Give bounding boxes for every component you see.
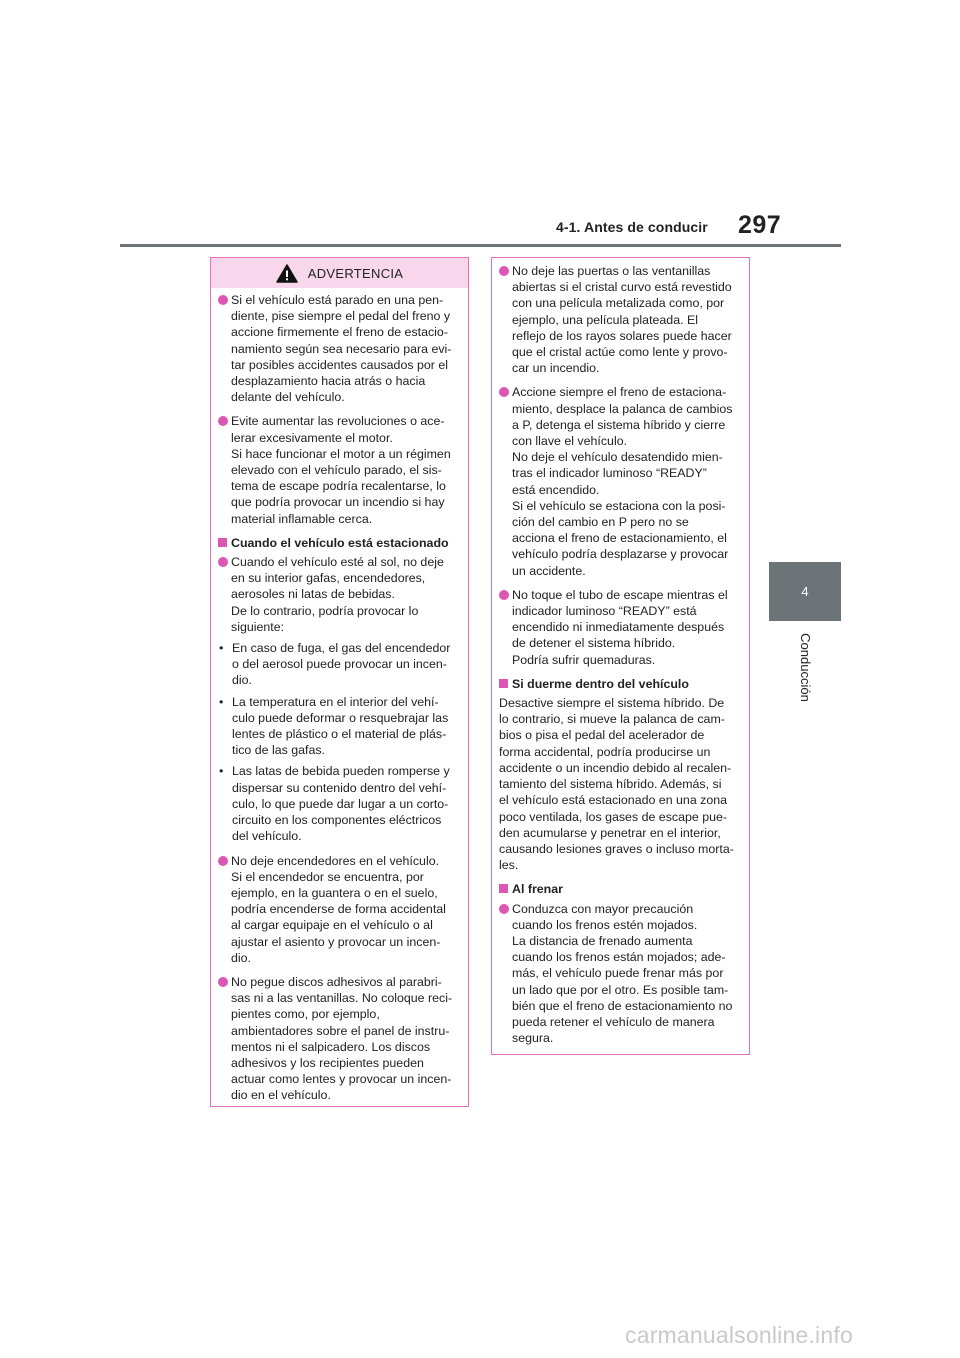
text-line: No toque el tubo de escape mientras el xyxy=(512,587,728,602)
text-line: tico de las gafas. xyxy=(232,743,325,758)
text-line: acciona el freno de estacionamiento, el xyxy=(512,531,727,546)
heading-square-icon xyxy=(499,884,508,893)
text-line: ajustar el asiento y provocar un incen- xyxy=(231,934,441,949)
text-line: o del aerosol puede provocar un incen- xyxy=(232,657,447,672)
text-line: encendido ni inmediatamente después xyxy=(512,620,725,635)
text-line: desplazamiento hacia atrás o hacia xyxy=(231,374,426,389)
text-line: Las latas de bebida pueden romperse y xyxy=(232,764,450,779)
bullet-dot-icon xyxy=(218,557,228,567)
text-line: La distancia de frenado aumenta xyxy=(512,933,693,948)
text-line: que el cristal actúe como lente y provo- xyxy=(512,345,728,360)
subheading: Si duerme dentro del vehículo xyxy=(499,676,739,692)
text-line: actuar como lentes y provocar un incen- xyxy=(231,1072,452,1087)
text-line: culo puede deformar o resquebrajar las xyxy=(232,710,449,725)
text-line: elevado con el vehículo parado, el sis- xyxy=(231,463,442,478)
text-line: Desactive siempre el sistema híbrido. De xyxy=(499,696,725,711)
text-line: accidente o un incendio debido al recalen- xyxy=(499,760,732,775)
text-line: segura. xyxy=(512,1031,554,1046)
text-line: Accione siempre el freno de estaciona- xyxy=(512,385,727,400)
list-item xyxy=(499,384,739,578)
text-line: poco ventilada, los gases de escape pue- xyxy=(499,809,728,824)
text-line: de detener el sistema híbrido. xyxy=(512,636,676,651)
bullet-dot-icon xyxy=(499,266,509,276)
text-line: La temperatura en el interior del vehí- xyxy=(232,694,439,709)
text-line: forma accidental, podría producirse un xyxy=(499,744,711,759)
text-line: tamiento del sistema híbrido. Además, si xyxy=(499,777,722,792)
warning-header xyxy=(211,258,468,288)
text-line: un lado que por el otro. Es posible tam- xyxy=(512,982,729,997)
bullet-dot-icon xyxy=(499,590,509,600)
text-line: En caso de fuga, el gas del encendedor xyxy=(232,641,451,656)
text-line: vehículo podría desplazarse y provocar xyxy=(512,547,729,562)
text-line: accione firmemente el freno de estacio- xyxy=(231,325,448,340)
text-line: del vehículo. xyxy=(232,829,302,844)
watermark: carmanualsonline.info xyxy=(625,1322,853,1348)
text-line: reflejo de los rayos solares puede hacer xyxy=(512,328,732,343)
text-line: No pegue discos adhesivos al parabri- xyxy=(231,974,442,989)
text-line: a P, detenga el sistema híbrido y cierre xyxy=(512,417,726,432)
text-line: lentes de plástico o el material de plás- xyxy=(232,727,447,742)
list-item xyxy=(499,263,739,376)
text-line: culo, lo que puede dar lugar a un corto- xyxy=(232,796,449,811)
text-line: De lo contrario, podría provocar lo xyxy=(231,603,419,618)
text-line: al cargar equipaje en el vehículo o al xyxy=(231,918,433,933)
text-line: Evite aumentar las revoluciones o ace- xyxy=(231,414,445,429)
text-line: en su interior gafas, encendedores, xyxy=(231,571,426,586)
text-line: tema de escape podría recalentarse, lo xyxy=(231,479,446,494)
text-line: den acumularse y penetrar en el interior, xyxy=(499,825,721,840)
text-line: indicador luminoso “READY” está xyxy=(512,604,697,619)
text-line: con llave el vehículo. xyxy=(512,434,628,449)
text-line: un accidente. xyxy=(512,563,586,578)
sub-bullet-item: • La temperatura en el interior del vehí- culo puede deformar o resquebrajar las lentes de plástico o el material de plás- tico de las gafas. xyxy=(218,694,458,759)
text-line: bios o pisa el pedal del acelerador de xyxy=(499,728,705,743)
bullet-dot-icon xyxy=(218,977,228,987)
text-line: bién que el freno de estacionamiento no xyxy=(512,998,733,1013)
text-line: está encendido. xyxy=(512,482,600,497)
text-line: diente, pise siempre el pedal del freno y xyxy=(231,309,451,324)
text-line: material inflamable cerca. xyxy=(231,511,373,526)
text-line: No deje las puertas o las ventanillas xyxy=(512,264,711,278)
text-line: más, el vehículo puede frenar más por xyxy=(512,966,724,981)
bullet-dot-icon xyxy=(218,856,228,866)
list-item xyxy=(218,292,458,405)
text-line: aerosoles ni latas de bebidas. xyxy=(231,587,395,602)
paragraph xyxy=(499,695,739,873)
text-line: causando lesiones graves o incluso morta- xyxy=(499,841,734,856)
text-line: dio en el vehículo. xyxy=(231,1088,331,1103)
warning-box-left xyxy=(210,257,469,1107)
sub-bullet-item: • En caso de fuga, el gas del encendedor o del aerosol puede provocar un incen- dio. xyxy=(218,640,458,689)
section-title: 4-1. Antes de conducir xyxy=(556,219,708,235)
text-line: lerar excesivamente el motor. xyxy=(231,430,393,445)
text-line: ejemplo, en la guantera o en el suelo, xyxy=(231,885,438,900)
list-item xyxy=(218,554,458,635)
text-line: Podría sufrir quemaduras. xyxy=(512,652,656,667)
page-number: 297 xyxy=(738,211,782,239)
text-line: Si el vehículo está parado en una pen- xyxy=(231,293,444,307)
text-line: Conduzca con mayor precaución xyxy=(512,901,694,916)
chapter-tab[interactable] xyxy=(769,562,841,621)
text-line: mentos ni el salpicadero. Los discos xyxy=(231,1039,431,1054)
text-line: lo contrario, si mueve la palanca de cam- xyxy=(499,712,725,727)
text-line: podría encenderse de forma accidental xyxy=(231,902,446,917)
text-line: delante del vehículo. xyxy=(231,390,345,405)
text-line: namiento según sea necesario para evi- xyxy=(231,341,452,356)
list-item xyxy=(218,974,458,1104)
text-line: No deje el vehículo desatendido mien- xyxy=(512,450,723,465)
sub-bullet-item: • Las latas de bebida pueden romperse y dispersar su contenido dentro del vehí- culo, lo que puede dar lugar a un corto- circuito en los componentes eléctricos del vehículo. xyxy=(218,763,458,844)
text-line: miento, desplace la palanca de cambios xyxy=(512,401,733,416)
text-line: tras el indicador luminoso “READY” xyxy=(512,466,707,481)
subheading: Al frenar xyxy=(499,881,739,897)
text-line: Si hace funcionar el motor a un régimen xyxy=(231,446,451,461)
text-line: siguiente: xyxy=(231,619,285,634)
bullet-dot-icon xyxy=(218,416,228,426)
text-line: cuando los frenos están mojados; ade- xyxy=(512,950,726,965)
text-line: adhesivos y los recipientes pueden xyxy=(231,1055,424,1070)
warning-title: ADVERTENCIA xyxy=(307,265,404,281)
heading-square-icon xyxy=(218,538,227,547)
bullet-dot-icon xyxy=(499,387,509,397)
text-line: car un incendio. xyxy=(512,361,600,376)
bullet-dot-icon xyxy=(218,295,228,305)
text-line: les. xyxy=(499,858,519,873)
text-line: pueda retener el vehículo de manera xyxy=(512,1014,715,1029)
text-line: Si el encendedor se encuentra, por xyxy=(231,869,424,884)
text-line: el vehículo está estacionado en una zona xyxy=(499,793,728,808)
warning-box-right xyxy=(491,257,750,1055)
list-item xyxy=(218,853,458,966)
text-line: Si el vehículo se estaciona con la posi- xyxy=(512,498,726,513)
text-line: circuito en los componentes eléctricos xyxy=(232,813,442,828)
chapter-number: 4 xyxy=(801,584,809,599)
text-line: con una película metalizada como, por xyxy=(512,296,725,311)
heading-square-icon xyxy=(499,679,508,688)
text-line: ambientadores sobre el panel de instru- xyxy=(231,1023,450,1038)
header-rule xyxy=(120,244,841,247)
text-line: No deje encendedores en el vehículo. xyxy=(231,853,440,868)
bullet-dot-icon xyxy=(499,904,509,914)
list-item xyxy=(218,413,458,526)
chapter-label: Conducción xyxy=(797,633,813,702)
list-item xyxy=(499,901,739,1047)
text-line: Cuando el vehículo esté al sol, no deje xyxy=(231,555,444,570)
text-line: tar posibles accidentes causados por el xyxy=(231,357,448,372)
text-line: cuando los frenos estén mojados. xyxy=(512,917,698,932)
text-line: dio. xyxy=(231,950,251,965)
list-item xyxy=(499,587,739,668)
text-line: ejemplo, una película plateada. El xyxy=(512,312,698,327)
warning-triangle-icon xyxy=(276,264,298,283)
text-line: dio. xyxy=(232,673,252,688)
subheading: Cuando el vehículo está estacionado xyxy=(218,535,458,551)
text-line: que podría provocar un incendio si hay xyxy=(231,495,445,510)
text-line: dispersar su contenido dentro del vehí- xyxy=(232,780,447,795)
text-line: sas ni a las ventanillas. No coloque reci- xyxy=(231,991,453,1006)
text-line: abiertas si el cristal curvo está revestido xyxy=(512,280,732,295)
text-line: pientes como, por ejemplo, xyxy=(231,1007,380,1022)
text-line: ción del cambio en P pero no se xyxy=(512,515,689,530)
